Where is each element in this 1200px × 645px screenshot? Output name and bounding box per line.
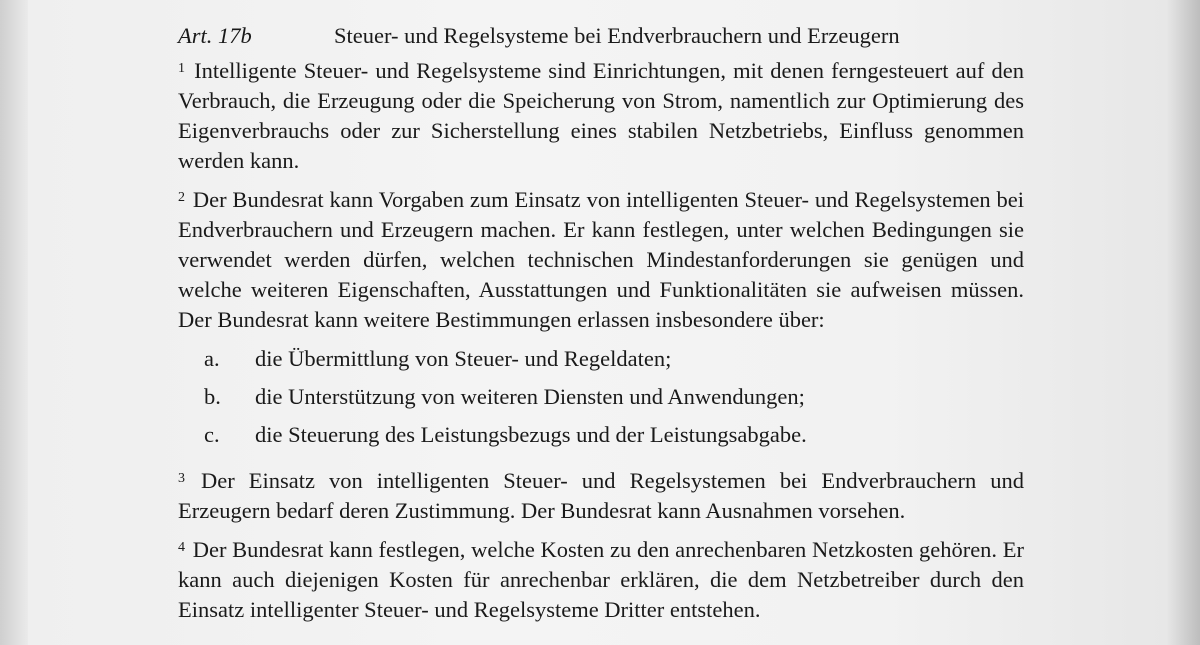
list-item-b: [178, 382, 1024, 420]
paragraph-text: Der Einsatz von intelligenten Steuer- und Regelsystemen bei Endverbrauchern und Erzeugern bedarf deren Zustimmung. Der Bundesrat kann Ausnahmen vorsehen.: [178, 468, 1025, 523]
paragraph-text: Der Bundesrat kann Vorgaben zum Einsatz von intelligenten Steuer- und Regelsystemen bei Endverbrauchern und Erzeugern machen. Er kann festlegen, unter welchen Bedingungen sie verwendet werden dürfen, welchen technischen Mindestanforderungen sie genügen und welche weiteren Eigenschaften, Ausstattungen und Funktionalitäten sie aufweisen müssen. Der Bundesrat kann weitere Bestimmungen erlassen insbesondere über:: [178, 187, 1025, 332]
paragraph-text: Der Bundesrat kann festlegen, welche Kosten zu den anrechenbaren Netzkosten gehören. Er kann auch diejenigen Kosten für anrechenbar erklären, die dem Netzbetreiber durch den Einsatz intelligenter Steuer- und Regelsysteme Dritter entstehen.: [178, 537, 1025, 622]
paragraph-1: [178, 56, 1024, 176]
list-item-c: [178, 420, 1024, 458]
article-number: Art. 17b: [178, 23, 252, 48]
list-letter: a.: [204, 346, 220, 371]
article-heading: [178, 16, 1024, 56]
page-shadow-left: [0, 0, 30, 645]
page-shadow-right: [1160, 0, 1200, 645]
enumeration-list: [178, 344, 1024, 458]
paragraph-marker: 4: [178, 540, 185, 555]
list-letter: b.: [204, 384, 221, 409]
list-text: die Unterstützung von weiteren Diensten und Anwendungen;: [255, 384, 805, 409]
list-text: die Übermittlung von Steuer- und Regeldaten;: [255, 346, 672, 371]
paragraph-4: [178, 535, 1024, 625]
paragraph-marker: 2: [178, 190, 185, 205]
article-body: [178, 16, 1024, 634]
article-title: Steuer- und Regelsysteme bei Endverbrauchern und Erzeugern: [334, 23, 900, 48]
paragraph-3: [178, 466, 1024, 526]
paragraph-marker: 1: [178, 61, 185, 76]
paragraph-marker: 3: [178, 471, 185, 486]
list-letter: c.: [204, 422, 220, 447]
paragraph-text: Intelligente Steuer- und Regelsysteme sind Einrichtungen, mit denen ferngesteuert auf den Verbrauch, die Erzeugung oder die Speicherung von Strom, namentlich zur Optimierung des Eigenverbrauchs oder zur Sicherstellung eines stabilen Netzbetriebs, Einfluss genommen werden kann.: [178, 58, 1025, 173]
list-item-a: [178, 344, 1024, 382]
paragraph-2: [178, 185, 1024, 335]
list-text: die Steuerung des Leistungsbezugs und der Leistungsabgabe.: [255, 422, 807, 447]
